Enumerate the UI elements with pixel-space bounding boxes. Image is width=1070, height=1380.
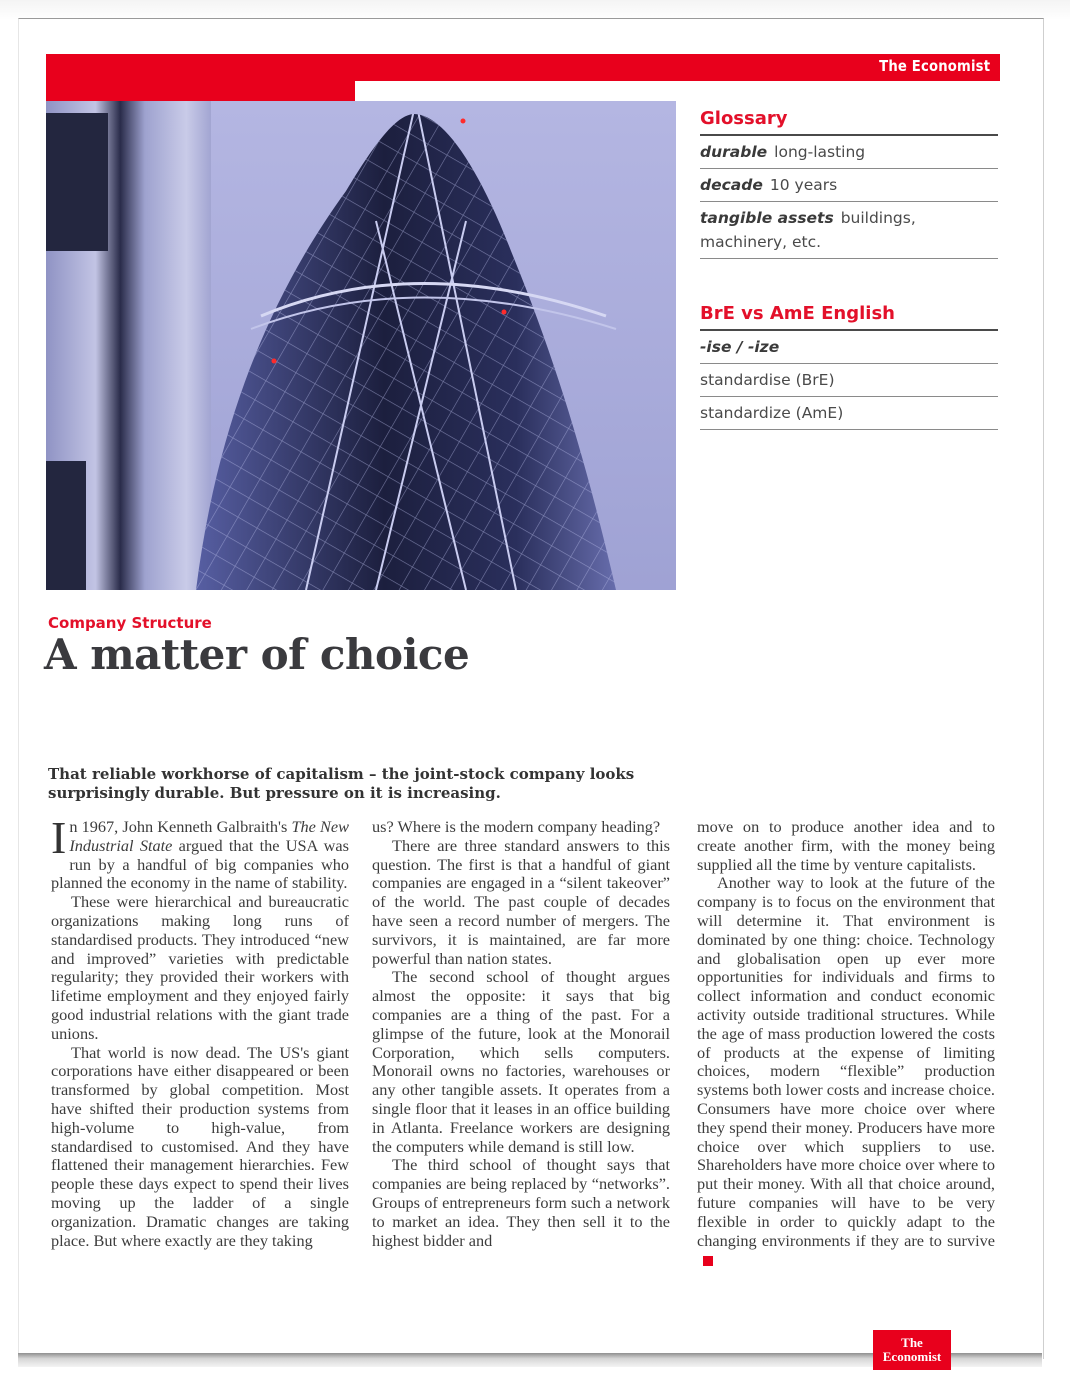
english-row — [700, 397, 998, 430]
book-title: The New Industrial State — [69, 817, 349, 855]
gherkin-illustration — [46, 101, 676, 590]
glossary-definition: buildings, machinery, etc. — [700, 209, 916, 251]
english-pattern-row — [700, 331, 998, 364]
glossary-definition: long-lasting — [774, 143, 866, 161]
paragraph-text: Another way to look at the future of the company is to focus on the environment that will determine it. That environment is dominated by one thing: choice. Technology and globalisation open up ever more opportunities for individuals and firms to collect information and conduct economic activity outside traditional structures. While the age of mass production lowered the costs of products at the expense of limiting choices, modern “flexible” production systems both lower costs and increase choice. Consumers have more choice over where they spend their money. Producers have more choice over which suppliers to use. Shareholders have more choice over where to put their money. With all that choice around, future companies will have to be very flexible in order to quickly adapt to the changing environments if they are to survive — [697, 873, 995, 1250]
english-title: BrE vs AmE English — [700, 299, 998, 331]
glossary-item — [700, 202, 998, 259]
paragraph: These were hierarchical and bureaucratic organizations making long runs of standardised products. They introduced “new and improved” varieties with predictable regularity; they provided their workers with lifetime employment and they enjoyed fairly good industrial relations with the giant trade unions. — [51, 892, 349, 1043]
glossary-term: tangible assets — [700, 209, 834, 227]
article-column-1 — [51, 812, 349, 1250]
article-headline: A matter of choice — [44, 630, 470, 679]
paragraph: The second school of thought argues almost the opposite: it says that big companies are a thing of the past. For a glimpse of the future, look at the Monorail Corporation, which sells computers. Monorail owns no factories, warehouses or any other tangible assets. It operates from a single floor that it leases in an office building in Atlanta. Freelance workers are designing the computers while demand is still low. — [372, 967, 670, 1156]
english-row-text: standardize (AmE) — [700, 404, 844, 422]
article-column-2 — [372, 818, 670, 1250]
english-pattern: -ise / -ize — [700, 338, 780, 356]
paragraph-text: n 1967, John Kenneth Galbraith's — [69, 817, 292, 836]
english-row-text: standardise (BrE) — [700, 371, 835, 389]
sidebar — [700, 104, 998, 430]
building-photo — [46, 101, 676, 590]
article-column-3 — [697, 818, 995, 1269]
logo-line: The — [901, 1335, 923, 1350]
paragraph: That world is now dead. The US's giant corporations have either disappeared or been transformed by global competition. Most have shifted their production systems from high-volume to high-value, from standardised to customised. And they have flattened their management hierarchies. Few people these days expect to spend their lives moving up the ladder of a single organization. Dramatic changes are taking place. But where exactly are they taking — [51, 1042, 349, 1250]
english-row — [700, 364, 998, 397]
header-band — [46, 54, 1000, 81]
paragraph: The third school of thought says that companies are being replaced by “networks”. Groups of entrepreneurs form such a network to market an idea. They then sell it to the highest bidder and — [372, 1155, 670, 1250]
paragraph: us? Where is the modern company heading? — [372, 817, 661, 836]
glossary-definition: 10 years — [769, 176, 838, 194]
paragraph — [697, 874, 995, 1269]
end-of-article-icon — [703, 1256, 713, 1266]
article-standfirst: That reliable workhorse of capitalism – the joint-stock company looks surprisingly durable. But pressure on it is increasing. — [48, 765, 635, 802]
section-kicker: Company Structure — [48, 614, 212, 632]
paragraph-text: argued that the USA was run by a handful of big companies who planned the economy in the name of stability. — [51, 835, 349, 893]
glossary-term: decade — [700, 176, 763, 194]
header-band-tab — [46, 81, 355, 101]
drop-cap: I — [51, 812, 67, 863]
glossary-title: Glossary — [700, 104, 998, 136]
glossary-term: durable — [700, 143, 768, 161]
logo-line: Economist — [882, 1349, 942, 1364]
paragraph: There are three standard answers to this question. The first is that a handful of giant companies are engaged in a “silent takeover” of the world. The past couple of decades have seen a record number of mergers. The survivors, it is maintained, are far more powerful than nation states. — [372, 835, 670, 968]
glossary-item — [700, 169, 998, 202]
paragraph — [51, 812, 349, 893]
header-brand: The Economist — [878, 57, 990, 75]
glossary-item — [700, 136, 998, 169]
paragraph: move on to produce another idea and to create another firm, with the money being supplied all the time by venture capitalists. — [697, 817, 995, 874]
economist-logo — [873, 1330, 951, 1370]
